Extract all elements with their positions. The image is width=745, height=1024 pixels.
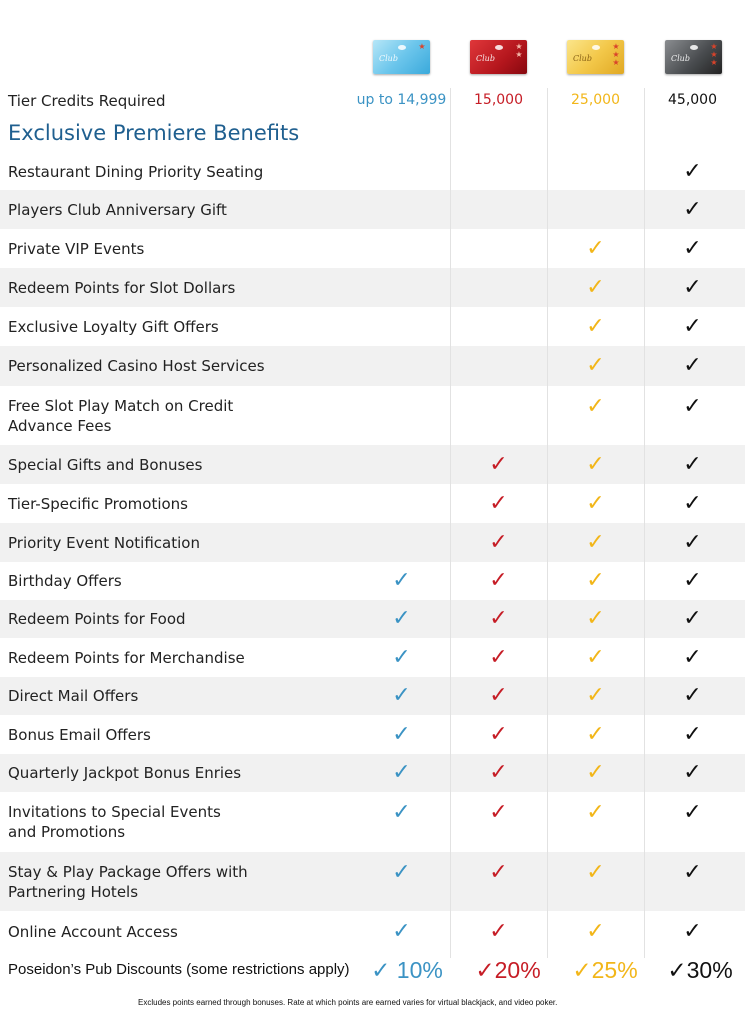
benefit-row <box>0 346 745 386</box>
benefit-label: Players Club Anniversary Gift <box>8 201 227 219</box>
checkmark-icon: ✓ <box>586 645 605 670</box>
star-icon: ★ ★ ★ <box>710 42 718 67</box>
checkmark-icon: ✓ <box>489 760 508 785</box>
checkmark-icon: ✓ <box>683 645 702 670</box>
checkmark-icon: ✓ <box>392 722 411 747</box>
tier-2-credits: 15,000 <box>474 92 523 108</box>
checkmark-icon: ✓ <box>586 491 605 516</box>
card-emblem-icon <box>398 45 406 50</box>
benefit-label: Online Account Access <box>8 923 178 941</box>
checkmark-icon: ✓ <box>683 683 702 708</box>
pub-discounts-label: Poseidon’s Pub Discounts (some restrictions apply) <box>8 961 350 978</box>
benefit-row <box>0 792 745 852</box>
benefit-row <box>0 523 745 562</box>
checkmark-icon: ✓ <box>586 236 605 261</box>
checkmark-icon: ✓ <box>586 800 605 825</box>
checkmark-icon: ✓ <box>683 800 702 825</box>
benefit-label: Quarterly Jackpot Bonus Enries <box>8 764 242 782</box>
checkmark-icon: ✓ <box>586 394 605 419</box>
benefit-label: Direct Mail Offers <box>8 687 139 705</box>
checkmark-icon: ✓ <box>392 606 411 631</box>
benefit-row <box>0 600 745 638</box>
benefit-label: Exclusive Loyalty Gift Offers <box>8 318 219 336</box>
benefit-label: Special Gifts and Bonuses <box>8 456 203 474</box>
checkmark-icon: ✓ <box>586 919 605 944</box>
star-icon: ★ <box>418 42 426 51</box>
benefit-row <box>0 445 745 484</box>
checkmark-icon: ✓ <box>392 919 411 944</box>
blue-card <box>373 40 430 74</box>
checkmark-icon: ✓ <box>683 568 702 593</box>
tier-credits-label: Tier Credits Required <box>8 92 166 110</box>
gold-card <box>567 40 624 74</box>
checkmark-icon: ✓ <box>586 722 605 747</box>
checkmark-icon: ✓ <box>586 530 605 555</box>
benefit-label: Priority Event Notification <box>8 534 200 552</box>
benefit-label: Bonus Email Offers <box>8 726 151 744</box>
card-logo-icon: Club <box>379 54 398 63</box>
checkmark-icon: ✓ <box>586 606 605 631</box>
checkmark-icon: ✓ <box>683 159 702 184</box>
checkmark-icon: ✓ <box>392 860 411 885</box>
column-divider <box>547 88 548 958</box>
checkmark-icon: ✓ <box>586 275 605 300</box>
benefit-label: Invitations to Special Events and Promotions <box>8 803 221 841</box>
checkmark-icon: ✓ <box>586 760 605 785</box>
checkmark-icon: ✓ <box>489 530 508 555</box>
checkmark-icon: ✓ <box>392 568 411 593</box>
checkmark-icon: ✓ <box>683 722 702 747</box>
column-divider <box>450 88 451 958</box>
black-card <box>665 40 722 74</box>
benefit-row <box>0 307 745 346</box>
checkmark-icon: ✓ <box>489 722 508 747</box>
tier-1-credits: up to 14,999 <box>356 92 447 108</box>
red-card <box>470 40 527 74</box>
benefit-row <box>0 190 745 229</box>
benefit-label: Personalized Casino Host Services <box>8 357 265 375</box>
checkmark-icon: ✓ <box>586 860 605 885</box>
benefit-label: Restaurant Dining Priority Seating <box>8 163 264 181</box>
benefit-row <box>0 754 745 792</box>
checkmark-icon: ✓ <box>683 606 702 631</box>
tier-4-credits: 45,000 <box>668 92 717 108</box>
column-divider <box>644 88 645 958</box>
checkmark-icon: ✓ <box>489 860 508 885</box>
checkmark-icon: ✓ <box>489 606 508 631</box>
section-title: Exclusive Premiere Benefits <box>8 121 300 145</box>
checkmark-icon: ✓ <box>683 860 702 885</box>
checkmark-icon: ✓ <box>489 491 508 516</box>
benefit-row <box>0 229 745 268</box>
benefit-label: Redeem Points for Food <box>8 610 186 628</box>
pub-discount-tier-2: ✓20% <box>475 957 541 983</box>
benefit-label: Private VIP Events <box>8 240 145 258</box>
checkmark-icon: ✓ <box>392 645 411 670</box>
benefit-row <box>0 484 745 523</box>
checkmark-icon: ✓ <box>586 452 605 477</box>
pub-discount-tier-3: ✓25% <box>572 957 638 983</box>
checkmark-icon: ✓ <box>683 314 702 339</box>
checkmark-icon: ✓ <box>683 275 702 300</box>
checkmark-icon: ✓ <box>683 353 702 378</box>
checkmark-icon: ✓ <box>392 800 411 825</box>
checkmark-icon: ✓ <box>489 683 508 708</box>
checkmark-icon: ✓ <box>683 452 702 477</box>
star-icon: ★ ★ ★ <box>612 42 620 67</box>
benefit-label: Tier-Specific Promotions <box>8 495 188 513</box>
benefit-label: Stay & Play Package Offers with Partnering Hotels <box>8 863 248 901</box>
checkmark-icon: ✓ <box>392 683 411 708</box>
tier-cards <box>0 40 745 76</box>
star-icon: ★ ★ <box>515 42 523 59</box>
checkmark-icon: ✓ <box>489 919 508 944</box>
benefit-row <box>0 562 745 600</box>
card-emblem-icon <box>495 45 503 50</box>
checkmark-icon: ✓ <box>586 353 605 378</box>
checkmark-icon: ✓ <box>683 394 702 419</box>
checkmark-icon: ✓ <box>683 491 702 516</box>
benefit-row <box>0 386 745 445</box>
checkmark-icon: ✓ <box>489 452 508 477</box>
card-emblem-icon <box>690 45 698 50</box>
benefit-row <box>0 911 745 953</box>
card-logo-icon: Club <box>476 54 495 63</box>
checkmark-icon: ✓ <box>392 760 411 785</box>
checkmark-icon: ✓ <box>586 568 605 593</box>
checkmark-icon: ✓ <box>683 197 702 222</box>
pub-discount-tier-4: ✓30% <box>667 957 733 983</box>
benefit-row <box>0 677 745 715</box>
checkmark-icon: ✓ <box>489 645 508 670</box>
card-logo-icon: Club <box>671 54 690 63</box>
checkmark-icon: ✓ <box>586 683 605 708</box>
benefit-label: Free Slot Play Match on Credit Advance Fees <box>8 397 234 435</box>
benefit-label: Birthday Offers <box>8 572 122 590</box>
footnote: Excludes points earned through bonuses. Rate at which points are earned varies for virtual blackjack, and video poker. <box>138 998 558 1007</box>
checkmark-icon: ✓ <box>586 314 605 339</box>
checkmark-icon: ✓ <box>683 760 702 785</box>
benefit-row <box>0 715 745 754</box>
tier-3-credits: 25,000 <box>571 92 620 108</box>
checkmark-icon: ✓ <box>489 800 508 825</box>
benefit-row <box>0 638 745 677</box>
benefit-label: Redeem Points for Merchandise <box>8 649 245 667</box>
pub-discount-tier-1: ✓ 10% <box>371 957 443 983</box>
checkmark-icon: ✓ <box>683 236 702 261</box>
benefit-row <box>0 153 745 190</box>
card-emblem-icon <box>592 45 600 50</box>
checkmark-icon: ✓ <box>683 530 702 555</box>
card-logo-icon: Club <box>573 54 592 63</box>
benefit-label: Redeem Points for Slot Dollars <box>8 279 236 297</box>
benefit-row <box>0 268 745 307</box>
checkmark-icon: ✓ <box>489 568 508 593</box>
benefit-row <box>0 852 745 911</box>
checkmark-icon: ✓ <box>683 919 702 944</box>
pub-discounts-row <box>0 955 745 991</box>
